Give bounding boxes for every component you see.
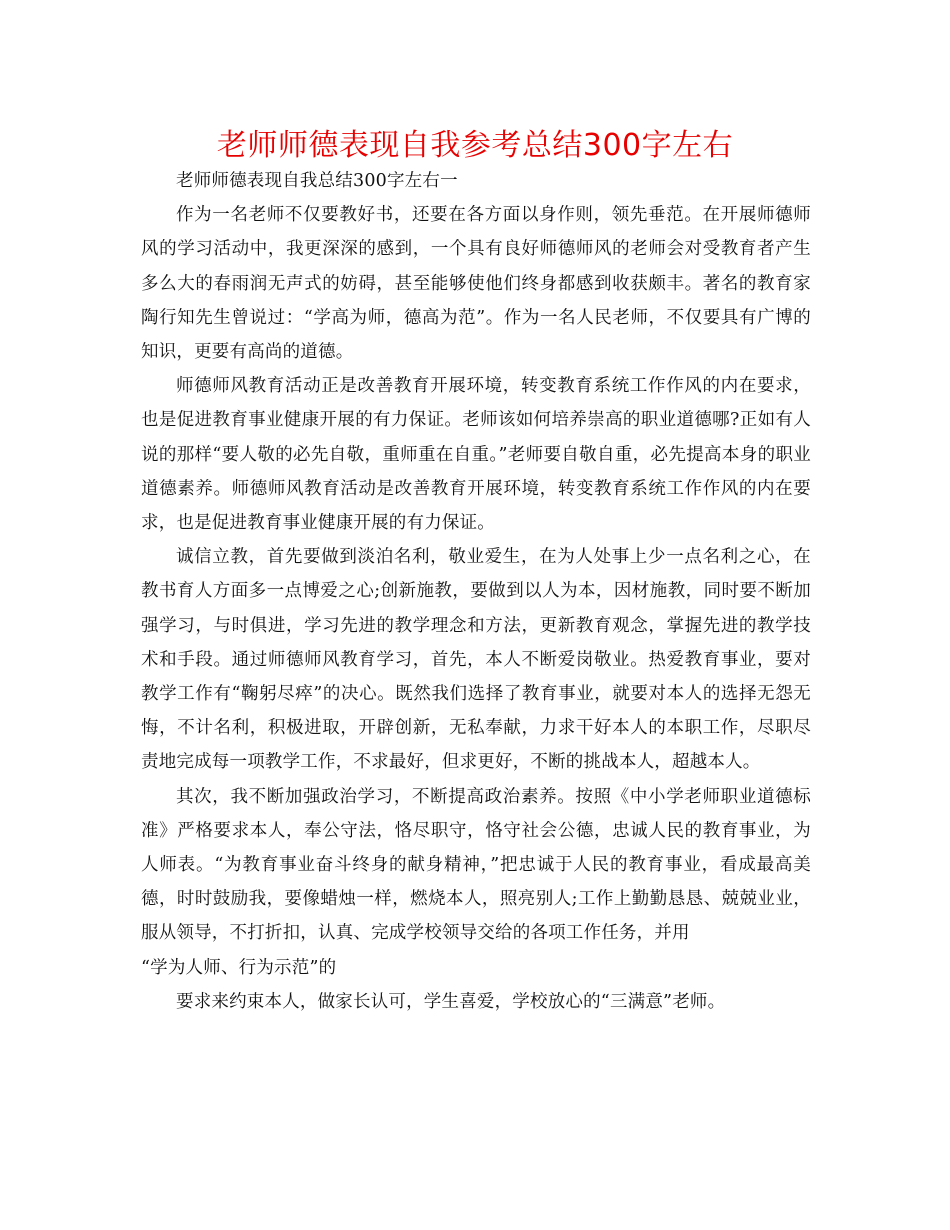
paragraph-4: 其次，我不断加强政治学习，不断提高政治素养。按照《中小学老师职业道德标准》严格要求本人，奉公守法，恪尽职守，恪守社会公德，忠诚人民的教育事业，为人师表。“为教育事业奋斗终身的献身精神，”把忠诚于人民的教育事业，看成最高美德，时时鼓励我，要像蜡烛一样，燃烧本人，照亮别人;工作上勤勤恳恳、兢兢业业，服从领导，不打折扣，认真、完成学校领导交给的各项工作任务，并用 — [141, 786, 811, 944]
paragraph-5: “学为人师、行为示范”的 — [141, 957, 337, 978]
paragraph-6: 要求来约束本人，做家长认可，学生喜爱，学校放心的“三满意”老师。 — [176, 991, 726, 1012]
document-title: 老师师德表现自我参考总结300字左右 — [216, 128, 734, 163]
paragraph-1: 作为一名老师不仅要教好书，还要在各方面以身作则，领先垂范。在开展师德师风的学习活动中，我更深深的感到，一个具有良好师德师风的老师会对受教育者产生多么大的春雨润无声式的妨碍，甚至能够使他们终身都感到收获颇丰。著名的教育家陶行知先生曾说过：“学高为师，德高为范”。作为一名人民老师，不仅要具有广博的知识，更要有高尚的道德。 — [141, 205, 811, 363]
document-body — [141, 164, 811, 1019]
paragraph-subtitle: 老师师德表现自我总结300字左右一 — [176, 171, 458, 191]
paragraph-3: 诚信立教，首先要做到淡泊名利，敬业爱生，在为人处事上少一点名利之心，在教书育人方面多一点博爱之心;创新施教，要做到以人为本，因材施教，同时要不断加强学习，与时俱进，学习先进的教学理念和方法，更新教育观念，掌握先进的教学技术和手段。通过师德师风教育学习，首先，本人不断爱岗敬业。热爱教育事业，要对教学工作有“鞠躬尽瘁”的决心。既然我们选择了教育事业，就要对本人的选择无怨无悔，不计名利，积极进取，开辟创新，无私奉献，力求干好本人的本职工作，尽职尽责地完成每一项教学工作，不求最好，但求更好，不断的挑战本人，超越本人。 — [141, 547, 811, 773]
paragraph-2: 师德师风教育活动正是改善教育开展环境，转变教育系统工作作风的内在要求，也是促进教育事业健康开展的有力保证。老师该如何培养崇高的职业道德哪?正如有人说的那样“要人敬的必先自敬，重师重在自重。”老师要自敬自重，必先提高本身的职业道德素养。师德师风教育活动是改善教育开展环境，转变教育系统工作作风的内在要求，也是促进教育事业健康开展的有力保证。 — [141, 376, 811, 534]
